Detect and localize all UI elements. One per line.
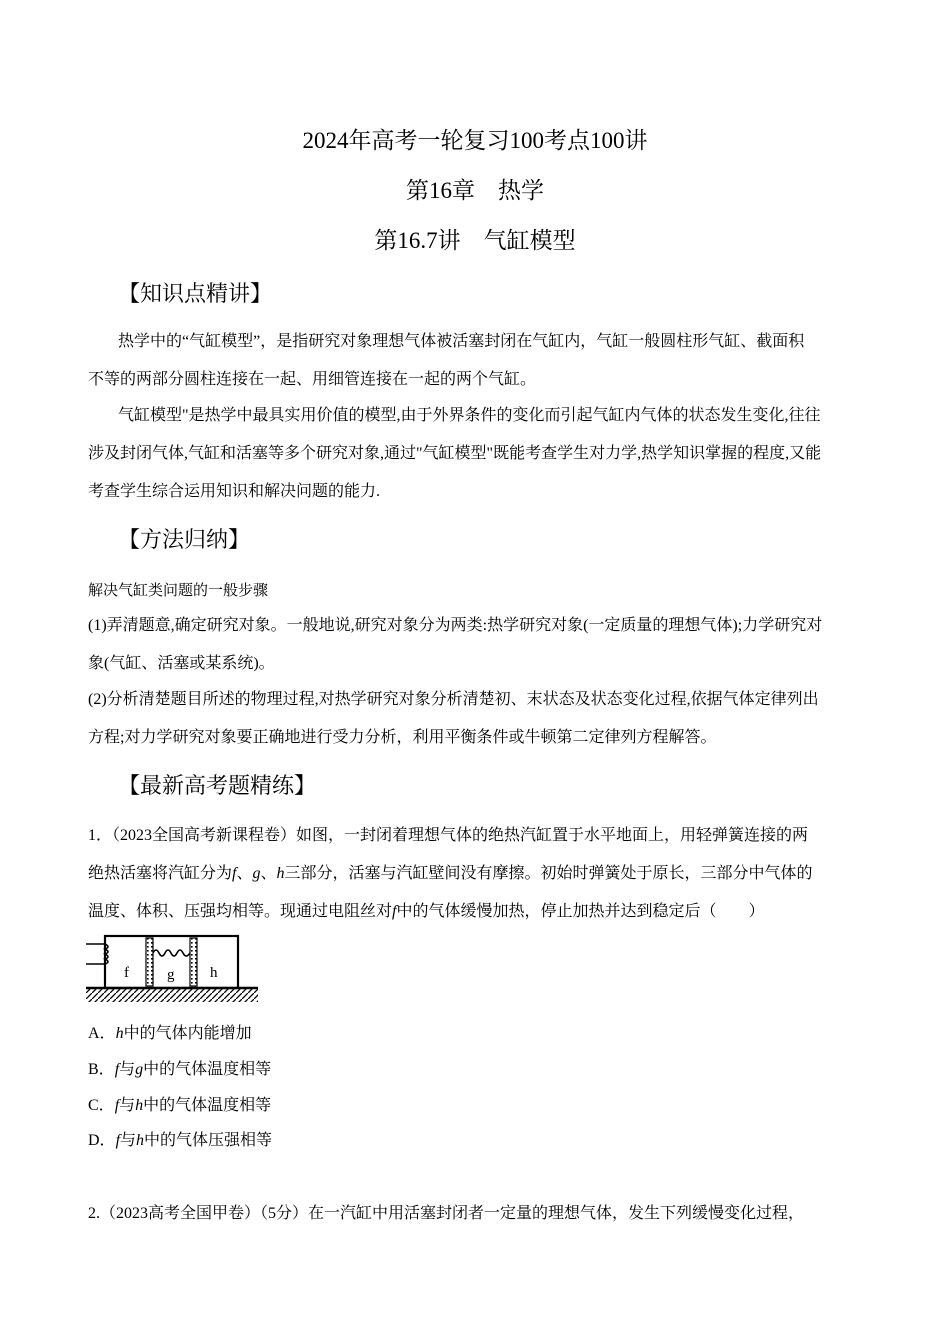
var-h: h <box>136 1132 145 1149</box>
var-f: f <box>232 865 237 882</box>
paragraph-2-line-3: 考查学生综合运用知识和解决问题的能力. <box>88 483 381 500</box>
method-intro: 解决气缸类问题的一般步骤 <box>88 583 269 599</box>
method-step-2-line-2: 方程;对力学研究对象要正确地进行受力分析，利用平衡条件或牛顿第二定律列方程解答。 <box>88 729 717 746</box>
var-f: f <box>114 1061 120 1078</box>
question-1-line-1: 1．（2023全国高考新课程卷）如图，一封闭着理想气体的绝热汽缸置于水平地面上，用轻弹簧连接的两 <box>88 827 809 844</box>
q1-text: 中的气体缓慢加热，停止加热并达到稳定后（ ） <box>396 903 765 920</box>
question-1-line-3 <box>88 894 858 930</box>
section-heading-method: 【方法归纳】 <box>118 527 251 552</box>
section-heading-knowledge: 【知识点精讲】 <box>118 281 273 306</box>
var-h: h <box>276 865 285 882</box>
lecture-title: 第16.7讲 气缸模型 <box>374 228 576 253</box>
option-text: 与 <box>120 1132 137 1149</box>
method-step-2-line-1: (2)分析清楚题目所述的物理过程,对热学研究对象分析清楚初、末状态及状态变化过程,依据气体定律列出 <box>88 691 819 708</box>
option-letter: D． <box>88 1132 116 1149</box>
option-d <box>88 1129 272 1153</box>
section-heading-exercises: 【最新高考题精练】 <box>118 773 317 798</box>
option-c <box>88 1094 271 1118</box>
question-2-line-1: 2.（2023高考全国甲卷）（5分）在一汽缸中用活塞封闭者一定量的理想气体，发生下列缓慢变化过程， <box>88 1205 805 1222</box>
paragraph-1-line-1: 热学中的“气缸模型”，是指研究对象理想气体被活塞封闭在气缸内，气缸一般圆柱形气缸、截面积 <box>118 333 805 350</box>
option-letter: C． <box>88 1097 115 1114</box>
q1-text: 绝热活塞将汽缸分为 <box>88 865 233 882</box>
method-step-1-line-1: (1)弄清题意,确定研究对象。一般地说,研究对象分为两类:热学研究对象(一定质量的理想气体);力学研究对 <box>88 617 823 634</box>
option-a <box>88 1022 252 1046</box>
option-letter: B． <box>88 1061 115 1078</box>
ground-hatch <box>86 988 258 1002</box>
option-text: 与 <box>119 1061 136 1078</box>
spring <box>153 950 190 956</box>
document-title: 2024年高考一轮复习100考点100讲 <box>302 128 648 153</box>
paragraph-1-line-2: 不等的两部分圆柱连接在一起、用细管连接在一起的两个气缸。 <box>88 371 537 388</box>
separator: 、 <box>236 865 253 882</box>
piston-left <box>146 938 153 986</box>
q1-text: 温度、体积、压强均相等。现通过电阻丝对 <box>88 903 393 920</box>
question-1-line-2 <box>88 856 858 892</box>
var-f: f <box>114 1097 120 1114</box>
method-step-1-line-2: 象(气缸、活塞或某系统)。 <box>88 655 275 672</box>
option-text: 中的气体温度相等 <box>143 1097 272 1114</box>
paragraph-2-line-2: 涉及封闭气体,气缸和活塞等多个研究对象,通过"气缸模型"既能考查学生对力学,热学知识掌握的程度,又能 <box>88 445 822 462</box>
paragraph-2-line-1: 气缸模型"是热学中最具实用价值的模型,由于外界条件的变化而引起气缸内气体的状态发生变化,往往 <box>118 407 821 424</box>
piston-right <box>190 938 197 986</box>
separator: 、 <box>260 865 277 882</box>
option-text: 中的气体压强相等 <box>144 1132 273 1149</box>
label-g: g <box>167 967 175 983</box>
option-text: 与 <box>119 1097 136 1114</box>
chapter-title: 第16章 热学 <box>406 178 544 203</box>
option-b <box>88 1058 271 1082</box>
var-g: g <box>252 865 261 882</box>
var-g: g <box>135 1061 144 1078</box>
label-h: h <box>210 965 218 981</box>
option-letter: A． <box>88 1025 116 1042</box>
var-f: f <box>115 1132 121 1149</box>
var-h: h <box>115 1025 124 1042</box>
q1-text: 三部分，活塞与汽缸壁间没有摩擦。初始时弹簧处于原长，三部分中气体的 <box>284 865 813 882</box>
option-text: 中的气体温度相等 <box>143 1061 272 1078</box>
cylinder-figure <box>86 933 262 1005</box>
option-text: 中的气体内能增加 <box>123 1025 252 1042</box>
label-f: f <box>124 965 129 981</box>
var-h: h <box>135 1097 144 1114</box>
var-f: f <box>392 903 397 920</box>
